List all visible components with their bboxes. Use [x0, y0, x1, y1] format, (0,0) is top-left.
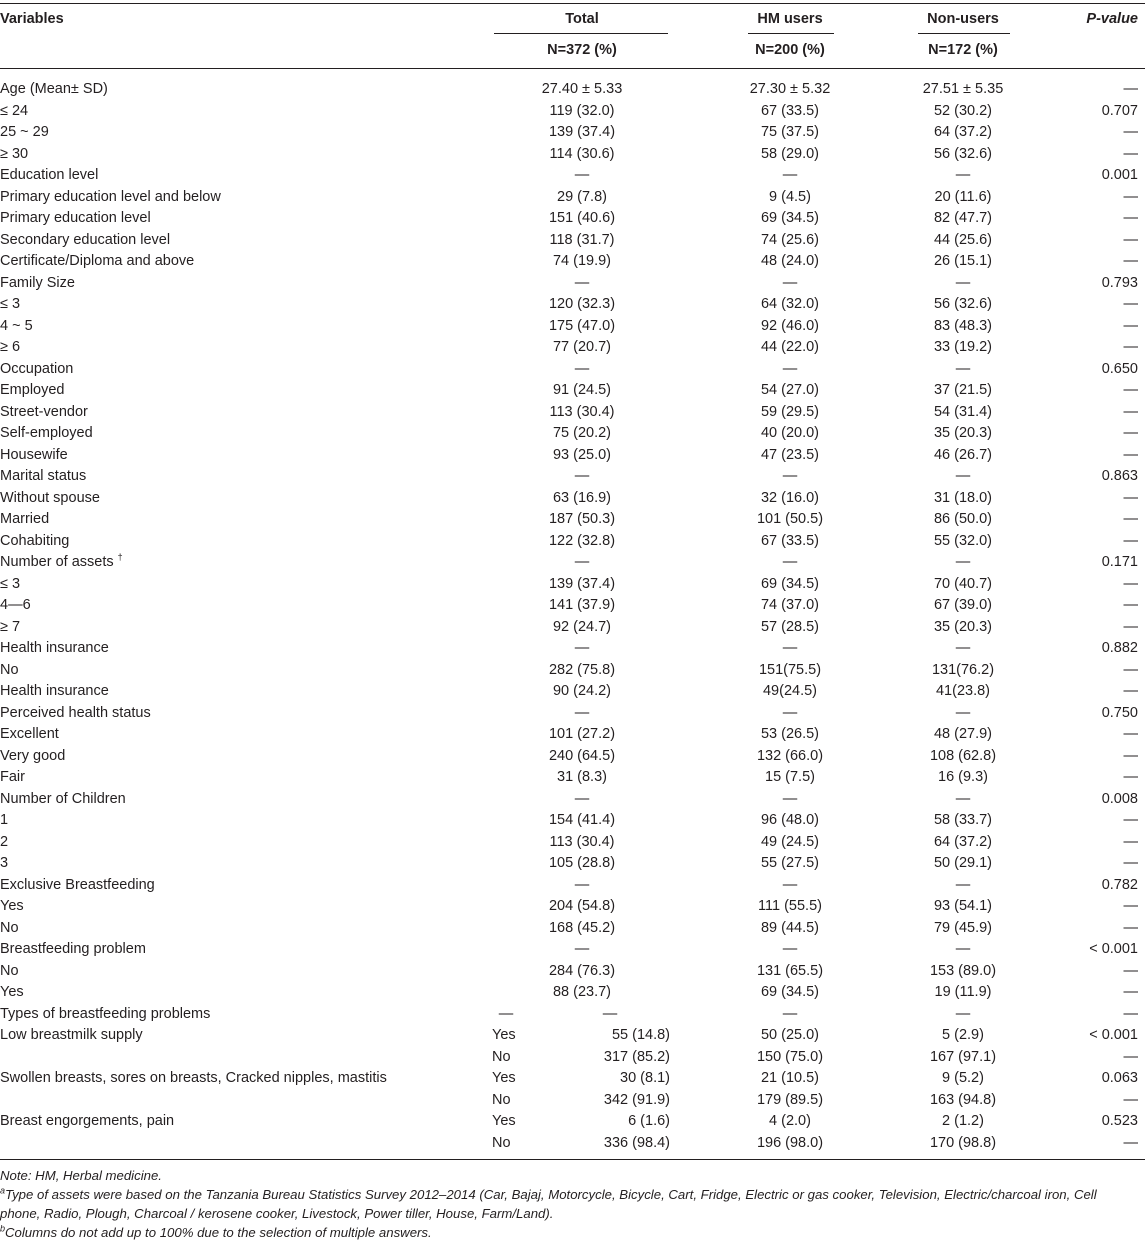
row-variable-label: Excellent [0, 726, 59, 742]
cell-hm-users: 32 (16.0) [760, 489, 820, 506]
cell-non-users: 153 (89.0) [929, 962, 997, 979]
cell-hm-users: 48 (24.0) [760, 253, 820, 269]
row-variable-label: No [0, 661, 19, 678]
note-b: $^b$Columns do not add up to 100% due to the selection of multiple answers. [0, 1223, 432, 1240]
cell-hm-users: — [782, 941, 798, 957]
cell-total: 92 (24.7) [552, 618, 612, 635]
cell-total: — [574, 790, 590, 807]
cell-total: 101 (27.2) [548, 726, 616, 742]
row-variable-label: ≥ 30 [0, 145, 29, 162]
cell-non-users: 56 (32.6) [933, 296, 993, 312]
cell-p-value: — [1123, 317, 1138, 334]
cell-hm-users: — [782, 274, 798, 291]
cell-p-value: — [1123, 1091, 1138, 1108]
cell-p-value: — [1123, 253, 1138, 269]
cell-p-value: 0.793 [1101, 274, 1138, 291]
cell-total: 75 (20.2) [552, 425, 612, 441]
cell-total: 119 (32.0) [549, 102, 615, 119]
cell-hm-users: 9 (4.5) [769, 188, 811, 205]
cell-p-value: — [1123, 898, 1138, 914]
row-variable-label: Breastfeeding problem [0, 941, 146, 957]
header-hm-users: HM users [757, 11, 823, 27]
row-variable-label: Marital status [0, 468, 87, 484]
cell-non-users: 33 (19.2) [933, 339, 993, 355]
row-variable-label: Yes [0, 898, 24, 914]
cell-subcategory: No [492, 1134, 511, 1151]
row-variable-label: Education level [0, 167, 99, 183]
cell-p-value: 0.650 [1101, 360, 1138, 377]
cell-total: 118 (31.7) [549, 231, 615, 248]
cell-non-users: 44 (25.6) [933, 231, 993, 248]
row-variable-label: Housewife [0, 446, 68, 463]
cell-hm-users: 67 (33.5) [760, 532, 820, 549]
row-variable-label: Number of assets † [0, 552, 123, 570]
cell-hm-users: 196 (98.0) [756, 1134, 824, 1151]
cell-non-users: — [955, 468, 971, 484]
cell-non-users: — [955, 274, 971, 291]
cell-non-users: 27.51 ± 5.35 [922, 81, 1004, 97]
cell-hm-users: 47 (23.5) [760, 446, 820, 463]
cell-non-users: 5 (2.9) [942, 1027, 984, 1043]
cell-total: 113 (30.4) [549, 833, 615, 850]
cell-subcategory: No [492, 1091, 511, 1108]
cell-p-value: — [1123, 575, 1138, 592]
cell-p-value: — [1123, 661, 1138, 678]
row-variable-label: Perceived health status [0, 704, 151, 721]
cell-subcategory: Yes [492, 1113, 516, 1129]
cell-non-users: 82 (47.7) [933, 210, 993, 226]
cell-total: 105 (28.8) [548, 855, 616, 871]
header-total-n: N=372 (%) [547, 42, 617, 58]
row-variable-label: Primary education level [0, 210, 151, 226]
cell-p-value: — [1123, 984, 1138, 1000]
cell-hm-users: — [782, 1005, 798, 1022]
cell-subcategory: No [492, 1048, 511, 1065]
cell-hm-users: 50 (25.0) [760, 1027, 820, 1043]
cell-total: 74 (19.9) [552, 253, 612, 269]
cell-hm-users: 49(24.5) [762, 683, 817, 699]
cell-total: 342 (91.9) [603, 1091, 670, 1108]
cell-p-value: — [1123, 532, 1138, 549]
table-top-rule [0, 3, 1145, 4]
row-variable-label: 25 ~ 29 [0, 124, 49, 140]
cell-hm-users: 44 (22.0) [760, 339, 820, 355]
header-non-n: N=172 (%) [928, 42, 998, 58]
cell-non-users: 48 (27.9) [933, 726, 993, 742]
cell-non-users: 41(23.8) [935, 683, 990, 699]
row-variable-label: Certificate/Diploma and above [0, 253, 195, 269]
cell-p-value: — [1123, 339, 1138, 355]
cell-hm-users: 111 (55.5) [758, 898, 822, 914]
row-variable-label: Swollen breasts, sores on breasts, Cracked nipples, mastitis [0, 1070, 387, 1086]
cell-total: 77 (20.7) [552, 339, 612, 355]
cell-hm-users: 101 (50.5) [756, 511, 824, 527]
cell-non-users: 2 (1.2) [942, 1113, 984, 1129]
cell-total: 114 (30.6) [549, 145, 615, 162]
cell-total: 6 (1.6) [628, 1113, 670, 1129]
cell-non-users: 37 (21.5) [933, 382, 993, 398]
table-notes [0, 1166, 1140, 1242]
cell-hm-users: 55 (27.5) [760, 855, 820, 871]
note-abbreviation: Note: HM, Herbal medicine. [0, 1168, 162, 1183]
cell-non-users: 54 (31.4) [933, 403, 993, 420]
cell-p-value: — [1123, 812, 1138, 828]
cell-total: — [574, 941, 590, 957]
cell-non-users: — [955, 640, 971, 656]
row-variable-label: Cohabiting [0, 532, 70, 549]
cell-total: 55 (14.8) [611, 1027, 670, 1043]
cell-p-value: 0.171 [1101, 554, 1138, 570]
cell-hm-users: 179 (89.5) [756, 1091, 824, 1108]
cell-non-users: 16 (9.3) [938, 769, 988, 785]
row-variable-label: Secondary education level [0, 231, 171, 248]
cell-total: — [574, 274, 590, 291]
cell-total: 90 (24.2) [552, 683, 612, 699]
cell-hm-users: 27.30 ± 5.32 [749, 81, 831, 97]
cell-total: 336 (98.4) [603, 1134, 670, 1151]
cell-p-value: — [1123, 833, 1138, 850]
row-variable-label: Street-vendor [0, 403, 88, 420]
cell-non-users: 86 (50.0) [933, 511, 993, 527]
cell-non-users: — [955, 876, 971, 893]
cell-non-users: — [955, 554, 971, 570]
cell-p-value: — [1123, 1134, 1138, 1151]
cell-total: — [574, 167, 590, 183]
cell-hm-users: 53 (26.5) [760, 726, 820, 742]
header-non-users: Non-users [927, 11, 999, 27]
row-variable-label: Low breastmilk supply [0, 1027, 143, 1043]
row-variable-label: ≤ 3 [0, 575, 21, 592]
cell-hm-users: — [782, 468, 798, 484]
cell-total: 175 (47.0) [548, 317, 616, 334]
cell-p-value: — [1123, 683, 1138, 699]
cell-p-value: — [1123, 489, 1138, 506]
cell-subcategory: Yes [492, 1027, 516, 1043]
cell-total: — [574, 640, 590, 656]
cell-total: 240 (64.5) [548, 747, 616, 764]
row-variable-label: 4—6 [0, 597, 31, 613]
table-bottom-rule [0, 1159, 1145, 1160]
cell-hm-users: 89 (44.5) [760, 919, 820, 936]
cell-non-users: 50 (29.1) [933, 855, 993, 871]
cell-total: 154 (41.4) [548, 812, 616, 828]
cell-non-users: 20 (11.6) [934, 188, 992, 205]
cell-hm-users: 96 (48.0) [760, 812, 820, 828]
cell-hm-users: 150 (75.0) [756, 1048, 824, 1065]
cell-non-users: — [955, 167, 971, 183]
cell-total: 120 (32.3) [548, 296, 616, 312]
row-variable-label: Married [0, 511, 50, 527]
cell-hm-users: 75 (37.5) [760, 124, 820, 140]
cell-hm-users: 69 (34.5) [760, 984, 820, 1000]
cell-p-value: — [1123, 919, 1138, 936]
cell-p-value: — [1123, 296, 1138, 312]
cell-p-value: — [1123, 726, 1138, 742]
cell-hm-users: — [782, 167, 798, 183]
cell-non-users: 58 (33.7) [933, 812, 993, 828]
cell-total: 29 (7.8) [557, 188, 607, 205]
cell-p-value: < 0.001 [1089, 941, 1138, 957]
cell-total: 282 (75.8) [548, 661, 616, 678]
cell-hm-users: 49 (24.5) [760, 833, 820, 850]
cell-total: — [602, 1005, 618, 1022]
cell-total: — [574, 876, 590, 893]
cell-non-users: 31 (18.0) [933, 489, 993, 506]
cell-p-value: — [1123, 124, 1138, 140]
row-variable-label: Breast engorgements, pain [0, 1113, 175, 1129]
cell-total: 151 (40.6) [548, 210, 616, 226]
cell-non-users: 108 (62.8) [929, 747, 997, 764]
cell-p-value: — [1123, 1048, 1138, 1065]
row-variable-label: Health insurance [0, 683, 109, 699]
cell-hm-users: 57 (28.5) [760, 618, 820, 635]
cell-p-value: — [1123, 382, 1138, 398]
cell-hm-users: — [782, 876, 798, 893]
cell-p-value: — [1123, 855, 1138, 871]
cell-p-value: 0.707 [1101, 102, 1138, 119]
row-variable-label: No [0, 919, 19, 936]
cell-hm-users: 131 (65.5) [756, 962, 824, 979]
cell-non-users: 67 (39.0) [933, 597, 993, 613]
cell-hm-users: 151(75.5) [758, 661, 822, 678]
row-variable-label: Age (Mean± SD) [0, 81, 108, 97]
cell-non-users: 56 (32.6) [933, 145, 993, 162]
cell-hm-users: — [782, 554, 798, 570]
cell-non-users: 46 (26.7) [933, 446, 993, 463]
header-variables: Variables [0, 11, 64, 27]
cell-hm-users: 58 (29.0) [760, 145, 820, 162]
total-subrule [494, 33, 668, 34]
header-bottom-rule [0, 68, 1145, 69]
cell-total: 88 (23.7) [552, 984, 612, 1000]
cell-non-users: — [955, 941, 971, 957]
cell-p-value: 0.882 [1101, 640, 1138, 656]
cell-non-users: 35 (20.3) [933, 425, 993, 441]
cell-hm-users: — [782, 360, 798, 377]
cell-non-users: 19 (11.9) [934, 984, 992, 1000]
cell-p-value: 0.863 [1101, 468, 1138, 484]
cell-non-users: 163 (94.8) [929, 1091, 997, 1108]
cell-hm-users: 69 (34.5) [760, 210, 820, 226]
cell-hm-users: — [782, 790, 798, 807]
cell-hm-users: 67 (33.5) [760, 102, 820, 119]
cell-p-value: 0.001 [1101, 167, 1138, 183]
note-a: $^a$Type of assets were based on the Tanzania Bureau Statistics Survey 2012–2014 (Car, Bajaj, Motorcycle, Bicycle, Cart, Fridge, Electric or gas cooker, Television, Electric/charcoal iron, Cell phone, Radio, Plough, Charcoal / kerosene cooker, Livestock, Power tiller, House, Farm/Land). [0, 1185, 1097, 1221]
cell-p-value: — [1123, 618, 1138, 635]
cell-p-value: — [1123, 511, 1138, 527]
cell-total: 93 (25.0) [552, 446, 612, 463]
row-variable-label: No [0, 962, 19, 979]
row-variable-label: Fair [0, 769, 25, 785]
cell-p-value: — [1123, 231, 1138, 248]
row-variable-label: Primary education level and below [0, 188, 221, 205]
cell-non-users: 35 (20.3) [933, 618, 993, 635]
cell-total: 139 (37.4) [548, 575, 616, 592]
row-variable-label: ≤ 24 [0, 102, 29, 119]
cell-hm-users: — [782, 704, 798, 721]
cell-non-users: 170 (98.8) [929, 1134, 997, 1151]
cell-non-users: 167 (97.1) [929, 1048, 997, 1065]
cell-p-value: — [1123, 210, 1138, 226]
cell-p-value: — [1123, 188, 1138, 205]
cell-non-users: 55 (32.0) [933, 532, 993, 549]
cell-total: 63 (16.9) [552, 489, 612, 506]
cell-total: 113 (30.4) [549, 403, 615, 420]
cell-total: 168 (45.2) [548, 919, 616, 936]
cell-total: 139 (37.4) [548, 124, 616, 140]
cell-hm-users: 69 (34.5) [760, 575, 820, 592]
header-total: Total [565, 11, 599, 27]
cell-non-users: 64 (37.2) [933, 124, 993, 140]
cell-non-users: 52 (30.2) [933, 102, 993, 119]
row-variable-label: Types of breastfeeding problems [0, 1005, 211, 1022]
cell-hm-users: 15 (7.5) [765, 769, 815, 785]
cell-p-value: — [1123, 425, 1138, 441]
cell-total: 30 (8.1) [620, 1070, 670, 1086]
cell-hm-users: 21 (10.5) [760, 1070, 820, 1086]
cell-non-users: — [955, 1005, 971, 1022]
cell-hm-users: 4 (2.0) [769, 1113, 811, 1129]
cell-p-value: < 0.001 [1089, 1027, 1138, 1043]
row-variable-label: 4 ~ 5 [0, 317, 33, 334]
cell-non-users: 64 (37.2) [933, 833, 993, 850]
cell-p-value: 0.063 [1101, 1070, 1138, 1086]
cell-non-users: — [955, 790, 971, 807]
cell-non-users: 9 (5.2) [942, 1070, 984, 1086]
cell-total: 187 (50.3) [548, 511, 616, 527]
cell-non-users: — [955, 360, 971, 377]
cell-total: 31 (8.3) [557, 769, 607, 785]
row-variable-label: Self-employed [0, 425, 93, 441]
row-variable-label: ≤ 3 [0, 296, 21, 312]
cell-subcategory: — [498, 1005, 514, 1022]
cell-p-value: — [1123, 597, 1138, 613]
cell-total: 284 (76.3) [548, 962, 616, 979]
row-variable-label: Occupation [0, 360, 74, 377]
footnote-mark: † [117, 552, 123, 563]
row-variable-label: 3 [0, 855, 9, 871]
cell-hm-users: 92 (46.0) [760, 317, 820, 334]
row-variable-label: 2 [0, 833, 9, 850]
cell-hm-users: — [782, 640, 798, 656]
row-variable-label: Family Size [0, 274, 75, 291]
row-variable-label: Health insurance [0, 640, 109, 656]
cell-total: 91 (24.5) [552, 382, 612, 398]
cell-hm-users: 59 (29.5) [760, 403, 820, 420]
cell-non-users: 79 (45.9) [933, 919, 993, 936]
cell-non-users: 26 (15.1) [933, 253, 993, 269]
row-variable-label: ≥ 7 [0, 618, 21, 635]
cell-p-value: 0.008 [1101, 790, 1138, 807]
cell-p-value: — [1123, 446, 1138, 463]
header-p-value: P-value [1086, 11, 1138, 27]
row-variable-label: Very good [0, 747, 66, 764]
cell-non-users: 131(76.2) [931, 661, 995, 678]
cell-p-value: — [1123, 1005, 1138, 1022]
row-variable-label: Yes [0, 984, 24, 1000]
cell-p-value: 0.782 [1101, 876, 1138, 893]
row-variable-label: Number of Children [0, 790, 126, 807]
cell-non-users: — [955, 704, 971, 721]
cell-total: — [574, 704, 590, 721]
cell-total: 317 (85.2) [603, 1048, 670, 1065]
cell-p-value: 0.523 [1101, 1113, 1138, 1129]
cell-total: 204 (54.8) [548, 898, 616, 914]
cell-total: 141 (37.9) [548, 597, 616, 613]
cell-non-users: 70 (40.7) [933, 575, 993, 592]
cell-non-users: 93 (54.1) [933, 898, 993, 914]
cell-non-users: 83 (48.3) [933, 317, 993, 334]
cell-total: 27.40 ± 5.33 [541, 81, 623, 97]
cell-hm-users: 132 (66.0) [756, 747, 824, 764]
cell-p-value: — [1123, 747, 1138, 764]
cell-subcategory: Yes [492, 1070, 516, 1086]
row-variable-label: Exclusive Breastfeeding [0, 876, 155, 893]
cell-p-value: 0.750 [1101, 704, 1138, 721]
cell-hm-users: 54 (27.0) [760, 382, 820, 398]
cell-hm-users: 40 (20.0) [760, 425, 820, 441]
cell-p-value: — [1123, 769, 1138, 785]
row-variable-label: ≥ 6 [0, 339, 21, 355]
cell-p-value: — [1123, 403, 1138, 420]
cell-hm-users: 64 (32.0) [760, 296, 820, 312]
cell-total: — [574, 468, 590, 484]
row-variable-label: 1 [0, 812, 9, 828]
cell-total: — [574, 554, 590, 570]
cell-hm-users: 74 (37.0) [760, 597, 820, 613]
hm-subrule [748, 33, 834, 34]
header-hm-n: N=200 (%) [755, 42, 825, 58]
cell-total: 122 (32.8) [548, 532, 616, 549]
cell-hm-users: 74 (25.6) [760, 231, 820, 248]
row-variable-label: Without spouse [0, 489, 100, 506]
cell-p-value: — [1123, 81, 1138, 97]
cell-total: — [574, 360, 590, 377]
row-variable-label: Employed [0, 382, 65, 398]
non-subrule [918, 33, 1010, 34]
cell-p-value: — [1123, 145, 1138, 162]
cell-p-value: — [1123, 962, 1138, 979]
